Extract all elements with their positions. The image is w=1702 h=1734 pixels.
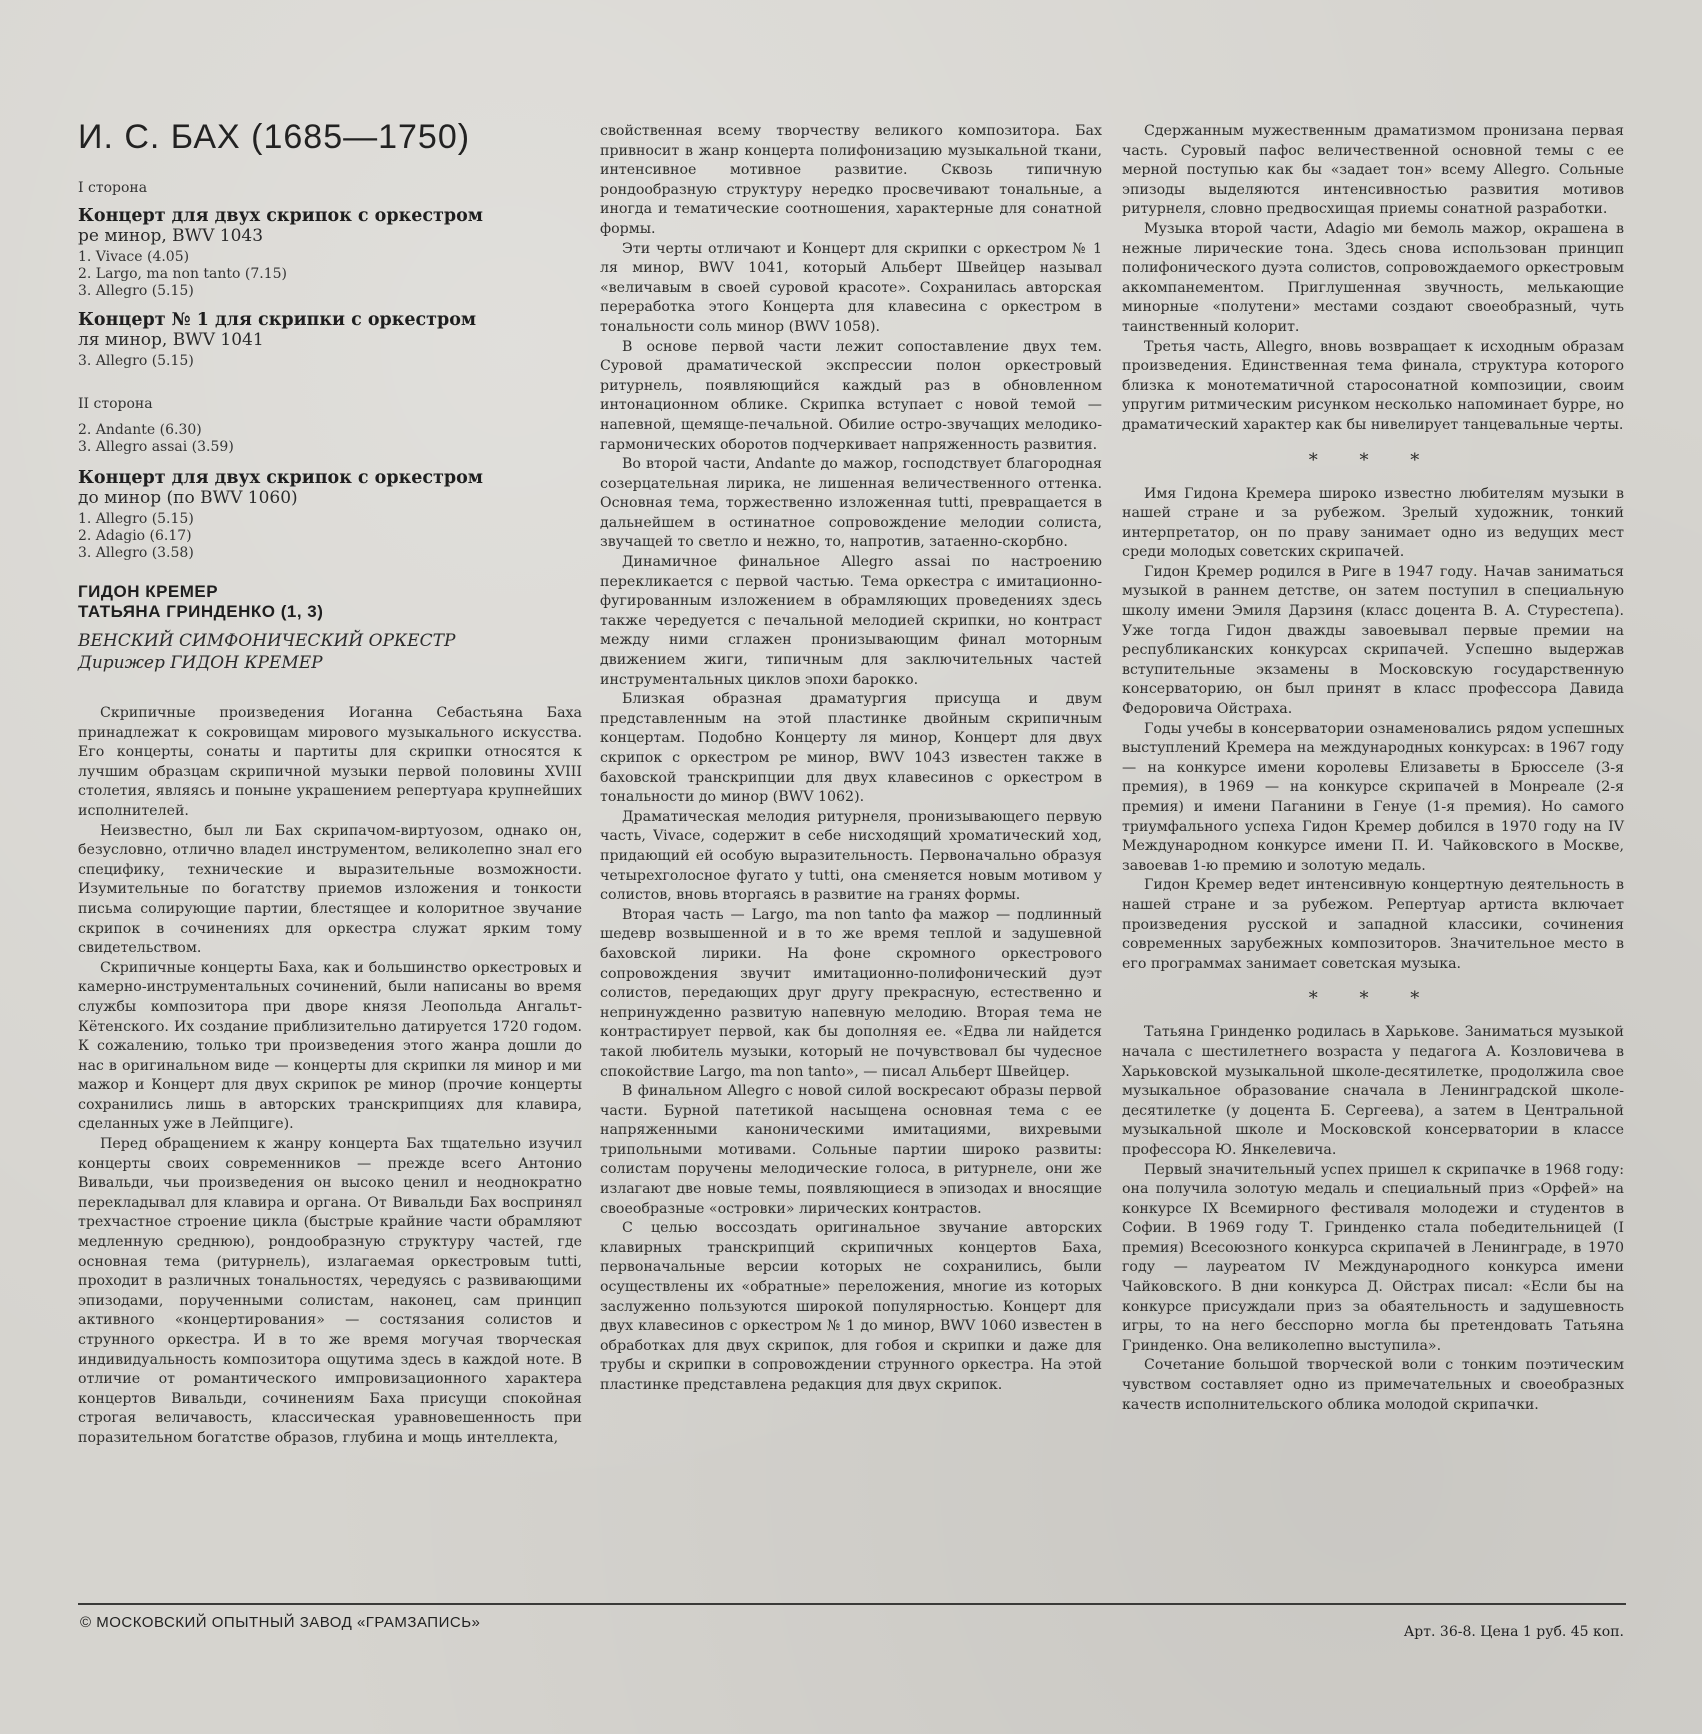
movement: 3. Allegro (5.15) <box>78 283 194 299</box>
side-1-label: I сторона <box>78 180 148 196</box>
paragraph: Гидон Кремер ведет интенсивную концертную деятельность в нашей стране и за рубежом. Репертуар артиста включает произведения русской и западной классики, сочинения современных зарубежных композиторов. Значительное место в его программах занимает советская музыка. <box>1122 877 1624 972</box>
orchestra: ВЕНСКИЙ СИМФОНИЧЕСКИЙ ОРКЕСТР <box>78 631 456 651</box>
paragraph: Сочетание большой творческой воли с тонким поэтическим чувством составляет одно из примечательных и своеобразных качеств исполнительского облика молодой скрипачки. <box>1122 1357 1624 1413</box>
catalog-price: Арт. 36-8. Цена 1 руб. 45 коп. <box>1403 1624 1624 1640</box>
side-2-prev-movements <box>78 422 582 456</box>
work-title: Концерт для двух скрипок с оркестром <box>78 468 483 488</box>
paragraph: Вторая часть — Largo, ma non tanto фа мажор — подлинный шедевр возвышенной и в то же время теплой и задушевной баховской лирики. На фоне скромного оркестрового сопровождения звучит имитационно-полифонический дуэт солистов, передающих друг другу прекрасную, естественно и непринужденно развитую напевную мелодию. Вторая тема не контрастирует первой, как бы дополняя ее. «Едва ли найдется такой любитель музыки, который не почувствовал бы чудесное спокойствие Largo, ma non tanto», — писал Альберт Швейцер. <box>600 906 1102 1080</box>
movement: 3. Allegro (3.58) <box>78 545 194 561</box>
movement: 1. Vivace (4.05) <box>78 249 190 265</box>
paragraph: Первый значительный успех пришел к скрипачке в 1968 году: она получила золотую медаль и специальный приз «Орфей» на конкурсе IX Всемирного фестиваля молодежи и студентов в Софии. В 1969 году Т. Гринденко стала победительницей (I премия) Всесоюзного конкурса скрипачей в Ленинграде, в 1970 году — лауреатом IV Международного конкурса имени Чайковского. В дни конкурса Д. Ойстрах писал: «Если бы на конкурсе присуждали приз за обаятельность и задушевность игры, то на него бесспорно могла бы претендовать Татьяна Гринденко. Она великолепно выступила». <box>1122 1161 1624 1354</box>
performer-1: ГИДОН КРЕМЕР <box>78 582 219 601</box>
side-2-label: II сторона <box>78 396 153 412</box>
paragraph: Эти черты отличают и Концерт для скрипки с оркестром № 1 ля минор, BWV 1041, который Альберт Швейцер называл «величавым в своей суровой красоте». Сохранилась авторская переработка этого Концерта для клавесина с оркестром в тональности соль минор (BWV 1058). <box>600 240 1102 335</box>
paragraph: Перед обращением к жанру концерта Бах тщательно изучил концерты своих современников — прежде всего Антонио Вивальди, чьи произведения он высоко ценил и неоднократно перекладывал для клавира и органа. От Вивальди Бах воспринял трехчастное строение цикла (быстрые крайние части обрамляют медленную среднюю), рондообразную структуру частей, где основная тема (ритурнель), излагаемая оркестровым tutti, проходит в различных тональностях, чередуясь с развивающими эпизодами, порученными солистам, наконец, сам принцип активного «концертирования» — состязания солистов и струнного оркестра. И в то же время могучая творческая индивидуальность композитора ощутима здесь в каждой ноте. В отличие от романтического импровизационного характера концертов Вивальди, сочинениям Баха присущи спокойная строгая величавость, классическая уравновешенность при поразительном богатстве образов, глубина и мощь интеллекта, <box>78 1136 582 1446</box>
movement: 1. Allegro (5.15) <box>78 511 194 527</box>
work-1 <box>78 206 582 300</box>
work-subtitle: ля минор, BWV 1041 <box>78 330 264 350</box>
section-divider: * * * <box>1308 449 1438 471</box>
movement: 3. Allegro (5.15) <box>78 353 194 369</box>
paragraph: С целью воссоздать оригинальное звучание авторских клавирных транскрипций скрипичных концертов Баха, первоначальные версии которых не сохранились, были осуществлены их «обратные» переложения, многие из которых заслуженно пользуются широкой популярностью. Концерт для двух клавесинов с оркестром № 1 до минор, BWV 1060 известен в обработках для двух скрипок, для гобоя и скрипки и даже для трубы и скрипки в сопровождении струнного оркестра. На этой пластинке представлена редакция для двух скрипок. <box>600 1220 1102 1393</box>
intro-text <box>78 704 582 1449</box>
conductor: Дирижер ГИДОН КРЕМЕР <box>78 653 323 673</box>
footer-rule <box>78 1603 1626 1605</box>
work-title: Концерт № 1 для скрипки с оркестром <box>78 310 477 330</box>
work-2 <box>78 310 582 370</box>
paragraph: Татьяна Гринденко родилась в Харькове. Заниматься музыкой начала с шестилетнего возраста у педагога А. Козловичева в Харьковской музыкальной школе-десятилетке, продолжила свое музыкальное образование сначала в Ленинградской школе-десятилетке (у доцента Б. Сергеева), а затем в Центральной музыкальной школе и Московской консерватории в классе профессора Ю. Янкелевича. <box>1122 1024 1624 1158</box>
publisher-credit: © МОСКОВСКИЙ ОПЫТНЫЙ ЗАВОД «ГРАМЗАПИСЬ» <box>80 1614 481 1631</box>
paragraph: Годы учебы в консерватории ознаменовались рядом успешных выступлений Кремера на международных конкурсах: в 1967 году — на конкурсе имени королевы Елизаветы в Брюсселе (3-я премия), в 1969 — на конкурсе скрипачей в Монреале (2-я премия) и имени Паганини в Генуе (1-я премия). Но самого триумфального успеха Гидон Кремер добился в 1970 году на IV Международном конкурсе имени П. И. Чайковского в Москве, завоевав 1-ю премию и золотую медаль. <box>1122 720 1624 874</box>
paragraph: Скрипичные произведения Иоганна Себастьяна Баха принадлежат к сокровищам мирового музыкального искусства. Его концерты, сонаты и партиты для скрипки относятся к лучшим образцам скрипичной музыки первой половины XVIII столетия, являясь и поныне украшением репертуара крупнейших исполнителей. <box>78 705 582 819</box>
movement: 2. Andante (6.30) <box>78 422 202 438</box>
paragraph: свойственная всему творчеству великого композитора. Бах привносит в жанр концерта полифонизацию музыкальной ткани, интенсивное мотивное развитие. Сквозь типичную рондообразную структуру нередко просвечивают тональные, а иногда и тематические соотношения, характерные для сонатной формы. <box>600 123 1102 237</box>
performers <box>78 582 582 674</box>
performer-2: ТАТЬЯНА ГРИНДЕНКО (1, 3) <box>78 602 324 621</box>
movement: 2. Adagio (6.17) <box>78 528 192 544</box>
paragraph: Скрипичные концерты Баха, как и большинство оркестровых и камерно-инструментальных сочинений, были написаны во время службы композитора при дворе князя Леопольда Ангальт-Кётенского. Их создание приблизительно датируется 1720 годом. К сожалению, только три произведения этого жанра дошли до нас в оригинальном виде — концерты для скрипки ля минор и ми мажор и Концерт для двух скрипок ре минор (прочие концерты сохранились лишь в авторских транскрипциях для клавира, сделанных уже в Лейпциге). <box>78 959 582 1133</box>
paragraph: Сдержанным мужественным драматизмом пронизана первая часть. Суровый пафос величественной основной темы с ее мерной поступью как бы «задает тон» всему Allegro. Сольные эпизоды выделяются интенсивностью развития мотивов ритурнеля, словно предвосхищая приемы сонатной разработки. <box>1122 123 1624 218</box>
work-3 <box>78 468 582 562</box>
work-subtitle: до минор (по BWV 1060) <box>78 488 298 508</box>
composer-title: И. С. БАХ (1685—1750) <box>78 118 471 156</box>
column-2 <box>600 122 1102 1396</box>
work-subtitle: ре минор, BWV 1043 <box>78 226 264 246</box>
work-title: Концерт для двух скрипок с оркестром <box>78 206 483 226</box>
paragraph: Динамичное финальное Allegro assai по настроению перекликается с первой частью. Тема оркестра с имитационно-фугированным изложением в обрамляющих проведениях здесь также чередуется с печальной мелодией скрипки, но контраст между ними сглажен пронизывающим финал моторным движением жиги, типичным для заключительных частей инструментальных циклов эпохи барокко. <box>600 554 1102 688</box>
paragraph: Гидон Кремер родился в Риге в 1947 году. Начав заниматься музыкой в раннем детстве, он затем поступил в специальную школу имени Эмиля Дарзиня (класс доцента В. А. Стурестепа). Уже тогда Гидон дважды завоевывал первые премии на республиканских конкурсах скрипачей. Успешно выдержав вступительные экзамены в Московскую государственную консерваторию, он был принят в класс профессора Давида Федоровича Ойстраха. <box>1122 563 1624 718</box>
paragraph: Близкая образная драматургия присуща и двум представленным на этой пластинке двойным скрипичным концертам. Подобно Концерту ля минор, Концерт для двух скрипок с оркестром ре минор, BWV 1043 известен также в баховской транскрипции для двух клавесинов с оркестром в тональности до минор (BWV 1062). <box>600 691 1102 806</box>
paragraph: Неизвестно, был ли Бах скрипачом-виртуозом, однако он, безусловно, отлично владел инструментом, великолепно знал его специфику, технические и выразительные возможности. Изумительные по богатству приемов изложения и тонкости письма солирующие партии, блестящее и колоритное звучание скрипок в сочинениях для оркестра служат ярким тому свидетельством. <box>78 822 582 957</box>
column-1 <box>78 180 582 1449</box>
section-divider: * * * <box>1308 988 1438 1010</box>
column-3 <box>1122 122 1624 1415</box>
movement: 3. Allegro assai (3.59) <box>78 439 234 455</box>
movement: 2. Largo, ma non tanto (7.15) <box>78 266 288 282</box>
paragraph: Третья часть, Allegro, вновь возвращает к исходным образам произведения. Единственная тема финала, структура которого близка к монотематичной старосонатной композиции, своим упругим ритмическим рисунком несколько напоминает бурре, но драматический характер как бы нивелирует танцевальные черты. <box>1122 338 1624 433</box>
paragraph: Драматическая мелодия ритурнеля, пронизывающего первую часть, Vivace, содержит в себе нисходящий хроматический ход, придающий ей особую выразительность. Первоначально образуя четырехголосное фугато у tutti, она сменяется новым мотивом у солистов, вновь вторгаясь в развитие на гранях формы. <box>600 808 1102 904</box>
paragraph: В основе первой части лежит сопоставление двух тем. Суровой драматической экспрессии полон оркестровый ритурнель, появляющийся каждый раз в обновленном интонационном облике. Скрипка вступает с новой темой — напевной, щемяще-печальной. Обилие остро-звучащих мелодико-гармонических оборотов подчеркивает напряженность развития. <box>600 338 1102 453</box>
paragraph: Музыка второй части, Adagio ми бемоль мажор, окрашена в нежные лирические тона. Здесь снова использован принцип полифонического дуэта солистов, сопровождаемого оркестровым аккомпанементом. Приглушенная звучность, мелькающие минорные «полутени» местами создают своеобразный, чуть таинственный колорит. <box>1122 220 1624 335</box>
paragraph: Имя Гидона Кремера широко известно любителям музыки в нашей стране и за рубежом. Зрелый художник, тонкий интерпретатор, он по праву занимает одно из ведущих мест среди молодых советских скрипачей. <box>1122 485 1624 561</box>
paragraph: В финальном Allegro с новой силой воскресают образы первой части. Бурной патетикой насыщена основная тема с ее напряженными каноническими имитациями, вихревыми трипольными мотивами. Сольные партии широко развиты: солистам поручены мелодические голоса, в ритурнеле, они же излагают две новые темы, появляющиеся в эпизодах и вносящие своеобразные «островки» лирических контрастов. <box>600 1083 1102 1217</box>
paragraph: Во второй части, Andante до мажор, господствует благородная созерцательная лирика, не лишенная величественного оттенка. Основная тема, торжественно изложенная tutti, превращается в дальнейшем в остинатное сопровождение мелодии солиста, звучащей то светло и нежно, то, напротив, затаенно-скорбно. <box>600 456 1102 551</box>
